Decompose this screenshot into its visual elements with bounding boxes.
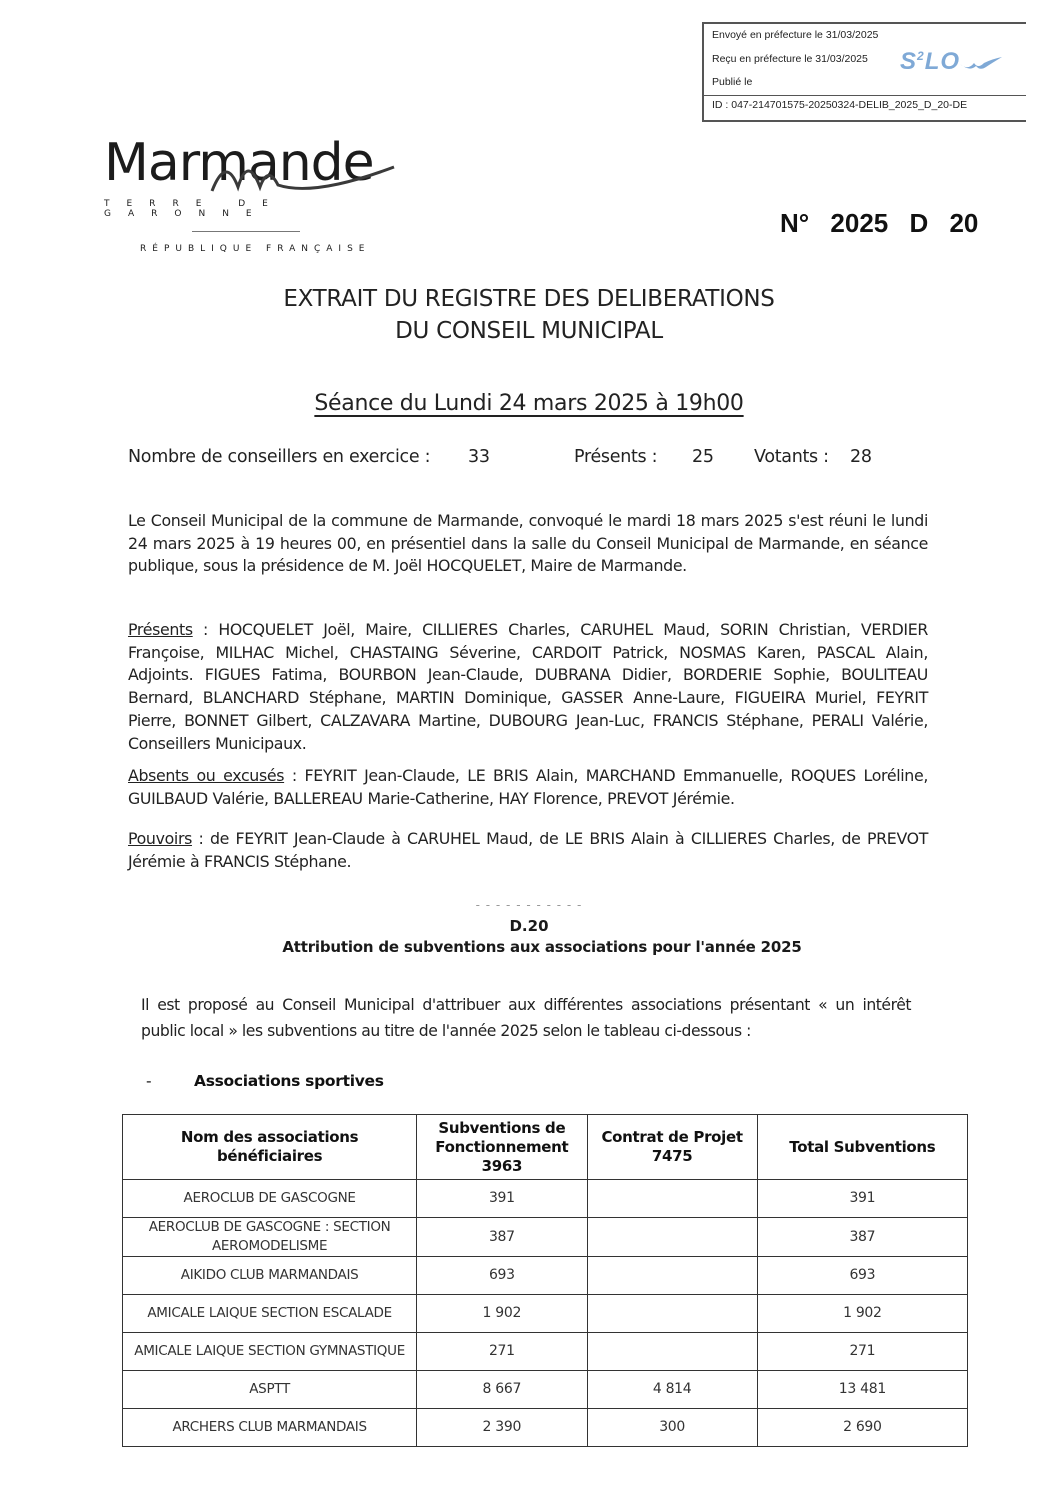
association-name: AMICALE LAIQUE SECTION GYMNASTIQUE [123,1333,417,1371]
header-total: Total Subventions [757,1115,967,1180]
header-operating: Subventions de Fonctionnement 3963 [417,1115,587,1180]
attendance-counts [128,447,872,467]
total-amount: 271 [757,1333,967,1371]
total-amount: 13 481 [757,1371,967,1409]
total-amount: 2 690 [757,1409,967,1447]
proxy-paragraph [128,828,928,873]
bullet: - [146,1072,152,1090]
operating-amount: 8 667 [417,1371,587,1409]
section-heading [146,1072,384,1090]
association-name: ASPTT [123,1371,417,1409]
project-amount: 300 [587,1409,757,1447]
item-title: Attribution de subventions aux associations pour l'année 2025 [282,938,802,956]
operating-amount: 1 902 [417,1295,587,1333]
title-line-2: DU CONSEIL MUNICIPAL [395,318,663,344]
project-amount [587,1218,757,1257]
stamp-divider [704,95,1026,96]
session-date: Séance du Lundi 24 mars 2025 à 19h00 [314,391,744,416]
table-row [123,1295,968,1333]
logo-wave-icon [204,147,404,197]
project-amount [587,1333,757,1371]
intro-paragraph: Le Conseil Municipal de la commune de Marmande, convoqué le mardi 18 mars 2025 s'est réuni le lundi 24 mars 2025 à 19 heures 00, en présentiel dans la salle du Conseil Municipal de Marmande, en séance publique, sous la présidence de M. Joël HOCQUELET, Maire de Marmande. [128,511,928,576]
voting-count: 28 [850,447,872,467]
section-title: Associations sportives [194,1072,384,1090]
logo-republic: RÉPUBLIQUE FRANÇAISE [140,244,371,254]
item-code: D.20 [509,917,549,935]
association-name: ARCHERS CLUB MARMANDAIS [123,1409,417,1447]
header-association: Nom des associations bénéficiaires [123,1115,417,1180]
project-amount [587,1180,757,1218]
logo-wordmark: Marmande [104,133,374,193]
table-row [123,1333,968,1371]
project-amount [587,1295,757,1333]
proxy-label: Pouvoirs [128,829,192,848]
present-list: : HOCQUELET Joël, Maire, CILLIERES Charles, CARUHEL Maud, SORIN Christian, VERDIER Françoise, MILHAC Michel, CHASTAING Séverine, CARDOIT Patrick, NOSMAS Karen, PASCAL Alain, Adjoints. FIGUES Fatima, BOURBON Jean-Claude, DUBRANA Didier, BORDERIE Sophie, BOULITEAU Bernard, BLANCHARD Stéphane, MARTIN Dominique, GASSER Anne-Laure, FIGUEIRA Muriel, FEYRIT Pierre, BONNET Gilbert, CALZAVARA Martine, DUBOURG Jean-Luc, FRANCIS Stéphane, PERALI Valérie, Conseillers Municipaux. [128,620,928,753]
table-row [123,1180,968,1218]
table-header-row [123,1115,968,1180]
project-amount [587,1257,757,1295]
stamp-received: Reçu en préfecture le 31/03/2025 [712,53,868,65]
absent-label: Absents ou excusés [128,766,285,785]
members-count: 33 [468,447,490,467]
subsidies-table [122,1114,968,1447]
logo-tagline: TERRE DE GARONNE [104,199,285,219]
stamp-id: ID : 047-214701575-20250324-DELIB_2025_D_20-DE [712,99,968,111]
voting-label: Votants : [754,447,829,467]
table-row [123,1257,968,1295]
members-label: Nombre de conseillers en exercice : [128,447,431,467]
proxy-list: : de FEYRIT Jean-Claude à CARUHEL Maud, de LE BRIS Alain à CILLIERES Charles, de PREVOT Jérémie à FRANCIS Stéphane. [128,829,928,871]
section-separator: - - - - - - - - - - - [475,898,583,912]
total-amount: 1 902 [757,1295,967,1333]
association-name: AEROCLUB DE GASCOGNE : SECTION AEROMODELISME [123,1218,417,1257]
association-name: AIKIDO CLUB MARMANDAIS [123,1257,417,1295]
stamp-sent: Envoyé en préfecture le 31/03/2025 [712,29,879,41]
title-line-1: EXTRAIT DU REGISTRE DES DELIBERATIONS [283,286,775,312]
table-row [123,1218,968,1257]
association-name: AMICALE LAIQUE SECTION ESCALADE [123,1295,417,1333]
total-amount: 387 [757,1218,967,1257]
present-paragraph [128,619,928,755]
association-name: AEROCLUB DE GASCOGNE [123,1180,417,1218]
prefecture-stamp [702,22,1026,122]
total-amount: 391 [757,1180,967,1218]
s2lo-logo-icon: $S^2LO$ [900,48,1004,76]
marmande-logo [104,133,414,254]
project-amount: 4 814 [587,1371,757,1409]
header-project: Contrat de Projet 7475 [587,1115,757,1180]
absent-list: : FEYRIT Jean-Claude, LE BRIS Alain, MARCHAND Emmanuelle, ROQUES Loréline, GUILBAUD Valérie, BALLEREAU Marie-Catherine, HAY Florence, PREVOT Jérémie. [128,766,928,808]
present-label: Présents : [574,447,658,467]
operating-amount: 2 390 [417,1409,587,1447]
operating-amount: 271 [417,1333,587,1371]
total-amount: 693 [757,1257,967,1295]
proposal-paragraph: Il est proposé au Conseil Municipal d'attribuer aux différentes associations présentant « un intérêt public local » les subventions au titre de l'année 2025 selon le tableau ci-dessous : [141,996,911,1040]
operating-amount: 391 [417,1180,587,1218]
present-count: 25 [692,447,714,467]
document-title [0,283,1058,347]
absent-paragraph [128,765,928,810]
deliberation-number: N° 2025 D 20 [780,208,979,238]
operating-amount: 387 [417,1218,587,1257]
logo-divider [192,231,300,232]
stamp-published: Publié le [712,76,753,88]
table-row [123,1371,968,1409]
operating-amount: 693 [417,1257,587,1295]
table-row [123,1409,968,1447]
present-label: Présents [128,620,193,639]
